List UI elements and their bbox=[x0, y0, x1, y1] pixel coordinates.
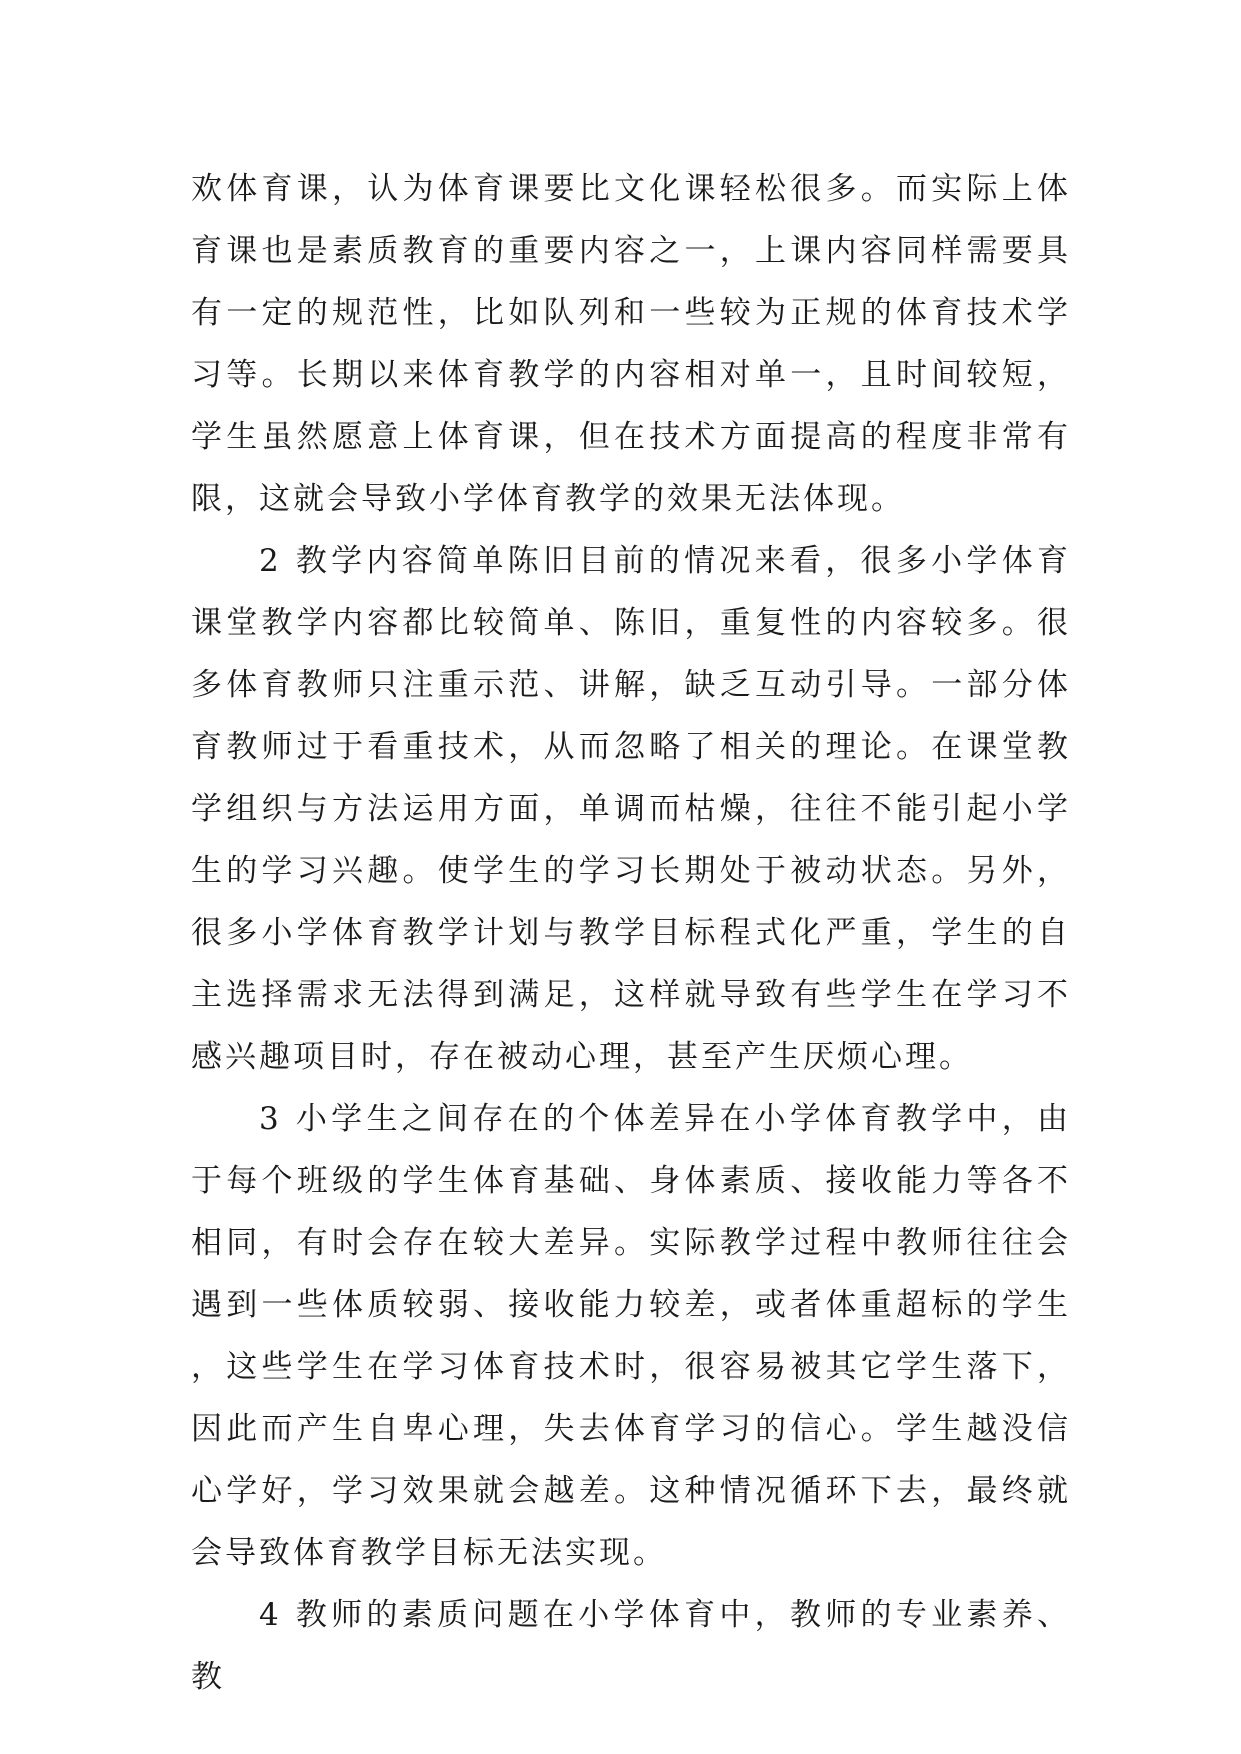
body-text bbox=[191, 158, 1071, 1708]
paragraph-2: 2 教学内容简单陈旧目前的情况来看，很多小学体育课堂教学内容都比较简单、陈旧，重复性的内容较多。很多体育教师只注重示范、讲解，缺乏互动引导。一部分体育教师过于看重技术，从而忽略了相关的理论。在课堂教学组织与方法运用方面，单调而枯燥，往往不能引起小学生的学习兴趣。使学生的学习长期处于被动状态。另外，很多小学体育教学计划与教学目标程式化严重，学生的自主选择需求无法得到满足，这样就导致有些学生在学习不感兴趣项目时，存在被动心理，甚至产生厌烦心理。 bbox=[191, 543, 1071, 1075]
paragraph-4: 4 教师的素质问题在小学体育中，教师的专业素养、教 bbox=[191, 1597, 1071, 1695]
paragraph-1: 欢体育课，认为体育课要比文化课轻松很多。而实际上体育课也是素质教育的重要内容之一，上课内容同样需要具有一定的规范性，比如队列和一些较为正规的体育技术学习等。长期以来体育教学的内容相对单一，且时间较短，学生虽然愿意上体育课，但在技术方面提高的程度非常有限，这就会导致小学体育教学的效果无法体现。 bbox=[191, 171, 1071, 517]
paragraph-3: 3 小学生之间存在的个体差异在小学体育教学中，由于每个班级的学生体育基础、身体素质、接收能力等各不相同，有时会存在较大差异。实际教学过程中教师往往会遇到一些体质较弱、接收能力较差，或者体重超标的学生，这些学生在学习体育技术时，很容易被其它学生落下，因此而产生自卑心理，失去体育学习的信心。学生越没信心学好，学习效果就会越差。这种情况循环下去，最终就会导致体育教学目标无法实现。 bbox=[191, 1101, 1071, 1571]
